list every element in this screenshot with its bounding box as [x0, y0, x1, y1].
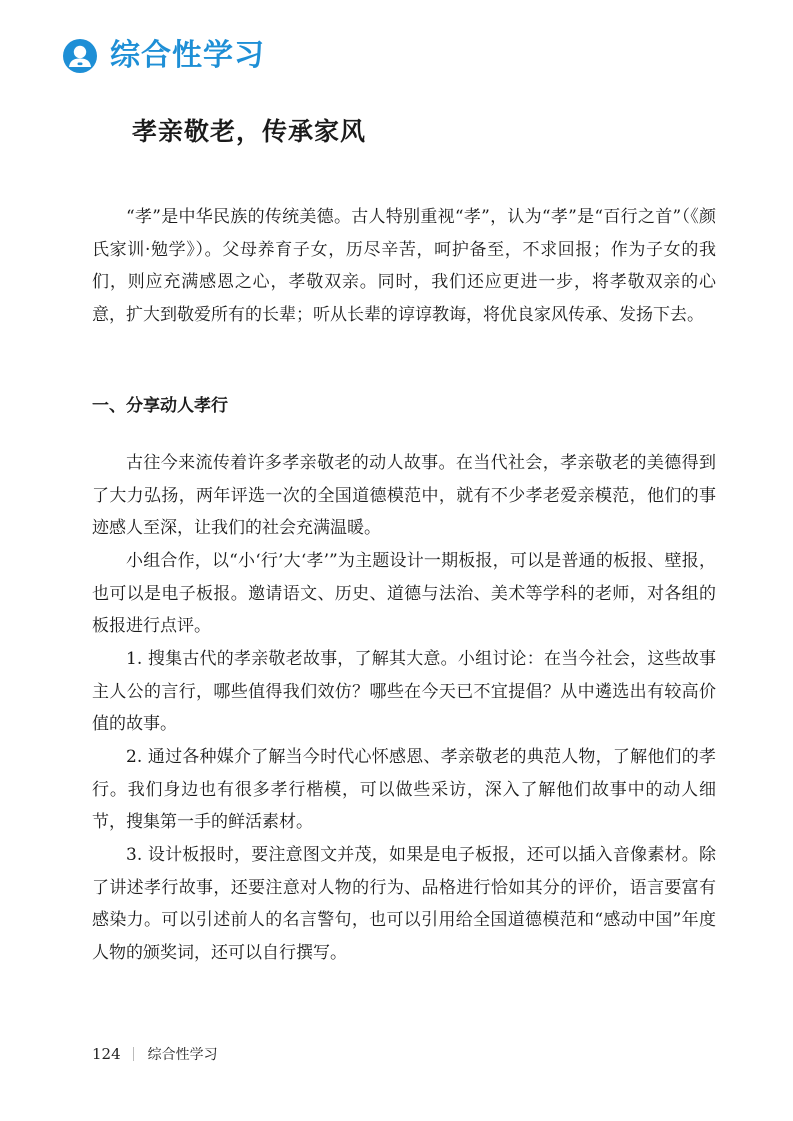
intro-paragraph: “孝”是中华民族的传统美德。古人特别重视“孝”，认为“孝”是“百行之首”（《颜氏家训·勉学》）。父母养育子女，历尽辛苦，呵护备至，不求回报；作为子女的我们，则应充满感恩之心，孝敬双亲。同时，我们还应更进一步，将孝敬双亲的心意，扩大到敬爱所有的长辈；听从长辈的谆谆教诲，将优良家风传承、发扬下去。: [92, 207, 716, 325]
footer-divider: [133, 1047, 134, 1061]
body-paragraph: 3. 设计板报时，要注意图文并茂，如果是电子板报，还可以插入音像素材。除了讲述孝行故事，还要注意对人物的行为、品格进行恰如其分的评价，语言要富有感染力。可以引述前人的名言警句，也可以引用给全国道德模范和“感动中国”年度人物的颁奖词，还可以自行撰写。: [92, 845, 716, 963]
page-number: 124: [92, 1045, 121, 1063]
body-paragraph: 古往今来流传着许多孝亲敬老的动人故事。在当代社会，孝亲敬老的美德得到了大力弘扬，两年评选一次的全国道德模范中，就有不少孝老爱亲模范，他们的事迹感人至深，让我们的社会充满温暖。: [92, 453, 716, 539]
body-paragraph: 1. 搜集古代的孝亲敬老故事，了解其大意。小组讨论：在当今社会，这些故事主人公的言行，哪些值得我们效仿？哪些在今天已不宜提倡？从中遴选出有较高价值的故事。: [92, 649, 716, 735]
body-paragraph: 2. 通过各种媒介了解当今时代心怀感恩、孝亲敬老的典范人物，了解他们的孝行。我们身边也有很多孝行楷模，可以做些采访，深入了解他们故事中的动人细节，搜集第一手的鲜活素材。: [92, 747, 716, 833]
page-footer: [92, 1044, 218, 1064]
section-heading: 一、分享动人孝行: [92, 396, 228, 416]
header-title: 综合性学习: [110, 38, 265, 73]
student-icon: [62, 38, 98, 74]
footer-section-name: 综合性学习: [147, 1047, 218, 1063]
body-paragraph: 小组合作，以“小‘行’大‘孝’”为主题设计一期板报，可以是普通的板报、壁报，也可以是电子板报。邀请语文、历史、道德与法治、美术等学科的老师，对各组的板报进行点评。: [92, 551, 716, 637]
page-header: [62, 38, 265, 74]
lesson-title: 孝亲敬老，传承家风: [132, 117, 367, 146]
